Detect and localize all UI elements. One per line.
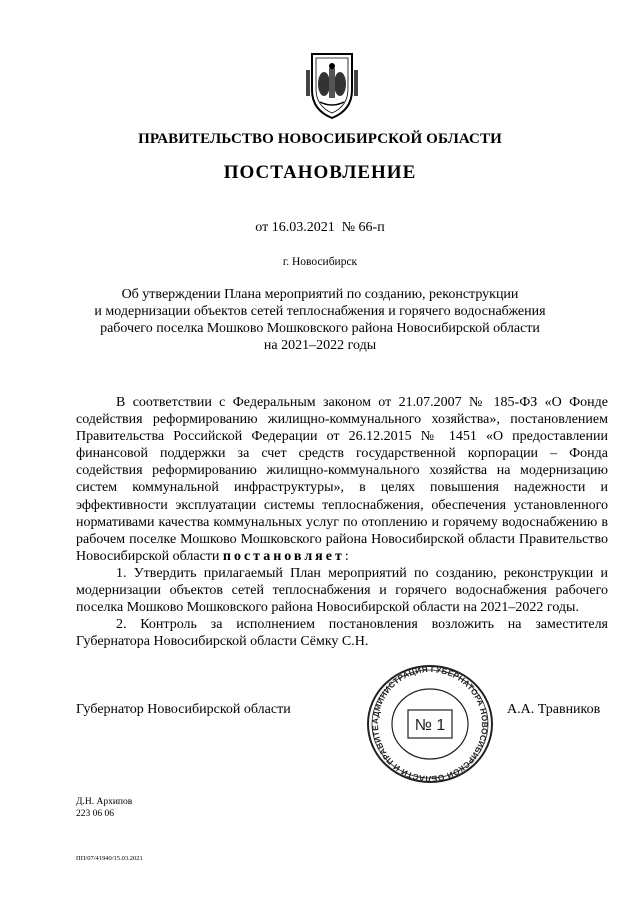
document-code: ПП/07/41940/15.03.2021 — [76, 855, 143, 862]
coat-of-arms-icon — [300, 50, 364, 122]
svg-text:№ 1: № 1 — [414, 717, 446, 734]
subject-line: Об утверждении Плана мероприятий по созданию, реконструкции — [121, 287, 519, 302]
round-seal-stamp-icon — [364, 662, 496, 786]
preamble-text: В соответствии с Федеральным законом от 21.07.2007 № 185-ФЗ «О Фонде содействия реформированию жилищно-коммунального хозяйства», постановлением Правительства Российской Федерации от 26.12.2015 № 1451 «О предоставлении финансовой поддержки за счет средств государственной корпорации – Фонда содействия реформированию жилищно-коммунального хозяйства на модернизацию систем коммунальной инфраструктуры», в целях повышения надежности и эффективности эксплуатации системы теплоснабжения, обеспечения установленного нормативами качества коммунальных услуг по отоплению и горячему водоснабжению в рабочем поселке Мошково Мошковского района Новосибирской области Правительство Новосибирской области — [76, 395, 608, 564]
resolves-keyword: постановляет — [222, 548, 345, 564]
city: г. Новосибирск — [282, 256, 358, 268]
signatory-position: Губернатор Новосибирской области — [76, 702, 291, 717]
subject-line: рабочего поселка Мошково Мошковского района Новосибирской области — [100, 321, 540, 336]
subject-line: на 2021–2022 годы — [263, 338, 377, 353]
document-subject — [0, 286, 640, 354]
signatory-name: А.А. Травников — [507, 702, 601, 717]
subject-line: и модернизации объектов сетей теплоснабжения и горячего водоснабжения — [94, 304, 546, 319]
preamble-paragraph: В соответствии с Федеральным законом от 21.07.2007 № 185-ФЗ «О Фонде содействия реформированию жилищно-коммунального хозяйства», постановлением Правительства Российской Федерации от 26.12.2015 № 1451 «О предоставлении финансовой поддержки за счет средств государственной корпорации – Фонда содействия реформированию жилищно-коммунального хозяйства на модернизацию систем коммунальной инфраструктуры», в целях повышения надежности и эффективности эксплуатации системы теплоснабжения, обеспечения установленного нормативами качества коммунальных услуг по отоплению и горячему водоснабжению в рабочем поселке Мошково Мошковского района Новосибирской области Правительство Новосибирской области постановляет: — [76, 395, 608, 564]
item-1: 1. Утвердить прилагаемый План мероприятий по созданию, реконструкции и модернизации объектов сетей теплоснабжения и горячего водоснабжения рабочего поселка Мошково Мошковского района Новосибирской области на 2021–2022 годы. — [76, 565, 608, 616]
executor-info — [76, 796, 132, 820]
document-type: ПОСТАНОВЛЕНИЕ — [223, 162, 417, 183]
executor-phone: 223 06 06 — [76, 809, 114, 819]
date-number: от 16.03.2021 № 66-п — [255, 220, 385, 235]
executor-name: Д.Н. Архипов — [76, 797, 133, 807]
government-name: ПРАВИТЕЛЬСТВО НОВОСИБИРСКОЙ ОБЛАСТИ — [138, 131, 502, 147]
svg-text:АДМИНИСТРАЦИЯ ГУБЕРНАТОРА НОВО: АДМИНИСТРАЦИЯ ГУБЕРНАТОРА НОВОСИБИРСКОЙ ОБЛАСТИ И ПРАВИТЕ — [370, 664, 490, 784]
document-body — [76, 394, 608, 650]
item-2: 2. Контроль за исполнением постановления возложить на заместителя Губернатора Новосибирской области Сёмку С.Н. — [76, 617, 608, 650]
